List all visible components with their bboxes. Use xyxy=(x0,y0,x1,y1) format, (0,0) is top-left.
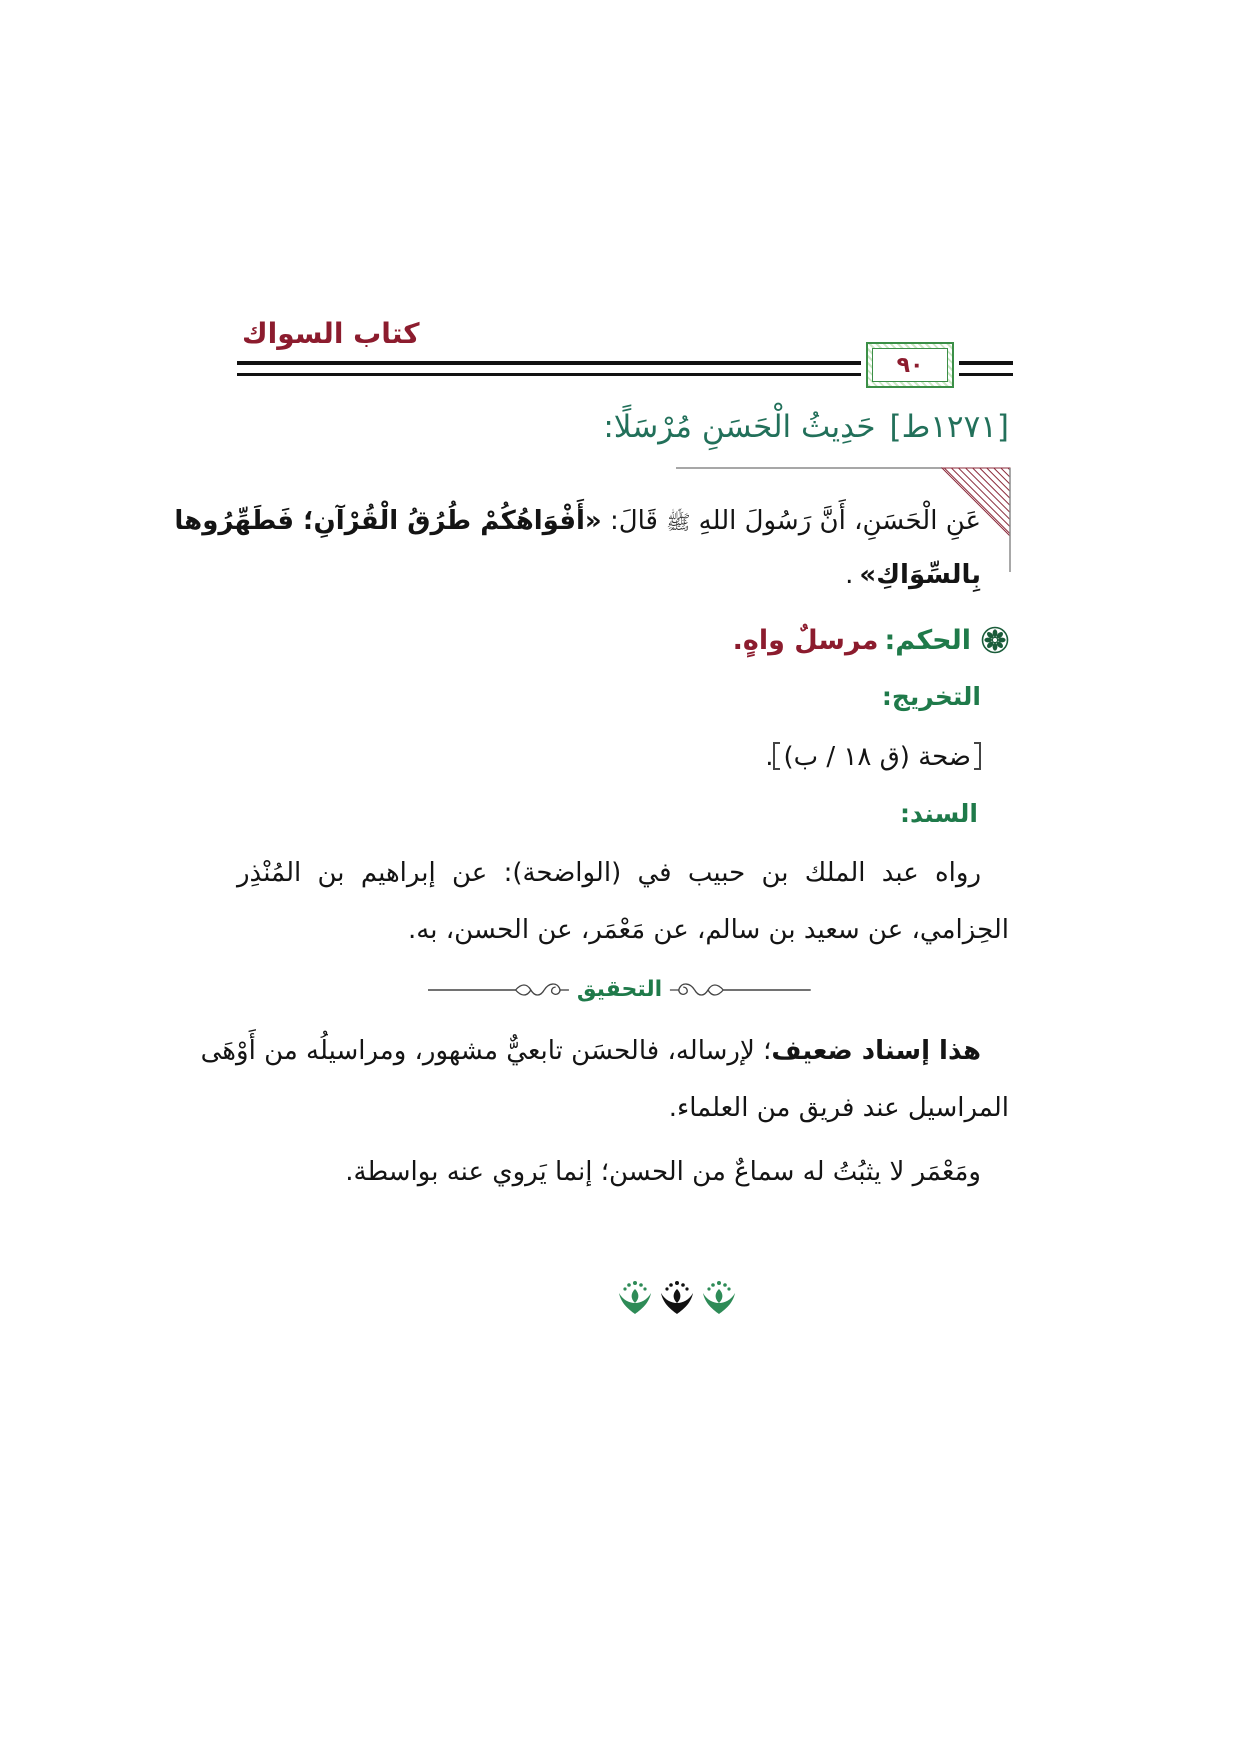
lotus-ornament-icon xyxy=(619,1281,651,1314)
hadith-quote-part-1: «أَفْوَاهُكُمْ طُرُقُ الْقُرْآنِ؛ فَطَهِّرُوها xyxy=(174,506,602,536)
tahqiq-line-2: المراسيل عند فريق من العلماء. xyxy=(668,1093,1009,1123)
hadith-line-2 xyxy=(845,555,981,595)
sanad-heading: السند: xyxy=(899,799,978,828)
running-header-book-title: كتاب السواك xyxy=(242,317,420,350)
ornate-bracket-close-icon xyxy=(773,742,780,770)
page-number-frame xyxy=(872,348,948,382)
tahqiq-heading: التحقيق xyxy=(576,977,663,1002)
hadith-quote-part-2: بِالسِّوَاكِ» xyxy=(859,560,981,590)
entry-title xyxy=(603,404,1009,450)
takhrij-end-mark: . xyxy=(765,742,774,772)
page-number-box xyxy=(866,342,954,388)
takhrij-heading: التخريج: xyxy=(881,682,981,711)
hadith-said: قَالَ: xyxy=(609,506,658,536)
tahqiq-paragraph-2: ومَعْمَر لا يثبُتُ له سماعٌ من الحسن؛ إنما يَروي عنه بواسطة. xyxy=(345,1157,981,1187)
tahqiq-divider xyxy=(428,976,811,1004)
flourish-icon xyxy=(668,976,811,1004)
ornate-bracket-open-icon xyxy=(974,742,981,770)
footer-ornaments xyxy=(618,1278,736,1316)
tahqiq-verdict: هذا إسناد ضعيف xyxy=(771,1036,981,1066)
takhrij-source-line xyxy=(765,737,981,777)
sanad-line-1: رواه عبد الملك بن حبيب في (الواضحة): عن إبراهيم بن المُنْذِر xyxy=(237,858,981,888)
entry-heading: حَدِيثُ الْحَسَنِ مُرْسَلًا: xyxy=(603,409,876,445)
ruling-label: الحكم: xyxy=(884,625,971,656)
hadith-narration: عَنِ الْحَسَنِ، أَنَّ رَسُولَ اللهِ xyxy=(698,506,981,536)
flourish-icon xyxy=(428,976,571,1004)
tahqiq-reason: ؛ لإرساله، فالحسَن تابعيٌّ مشهور، ومراسيلُه من أَوْهَى xyxy=(200,1036,772,1066)
lotus-ornament-icon xyxy=(661,1281,693,1314)
sanad-line-2: الحِزامي، عن سعيد بن سالم، عن مَعْمَر، عن الحسن، به. xyxy=(408,915,1009,945)
ruling-value: مرسلٌ واهٍ. xyxy=(732,625,879,656)
entry-number: [١٢٧١ط] xyxy=(889,409,1009,445)
ruling-line xyxy=(733,621,1009,661)
hadith-end-mark: . xyxy=(845,560,854,590)
lotus-ornament-icon xyxy=(703,1281,735,1314)
page-number: ٩٠ xyxy=(896,352,924,378)
honorific-ligature: ﷺ xyxy=(666,510,691,534)
rosette-icon xyxy=(981,626,1009,654)
hadith-line-1 xyxy=(174,501,981,541)
takhrij-source: ضحة (ق ١٨ / ب) xyxy=(783,742,971,772)
tahqiq-line-1 xyxy=(200,1031,981,1071)
